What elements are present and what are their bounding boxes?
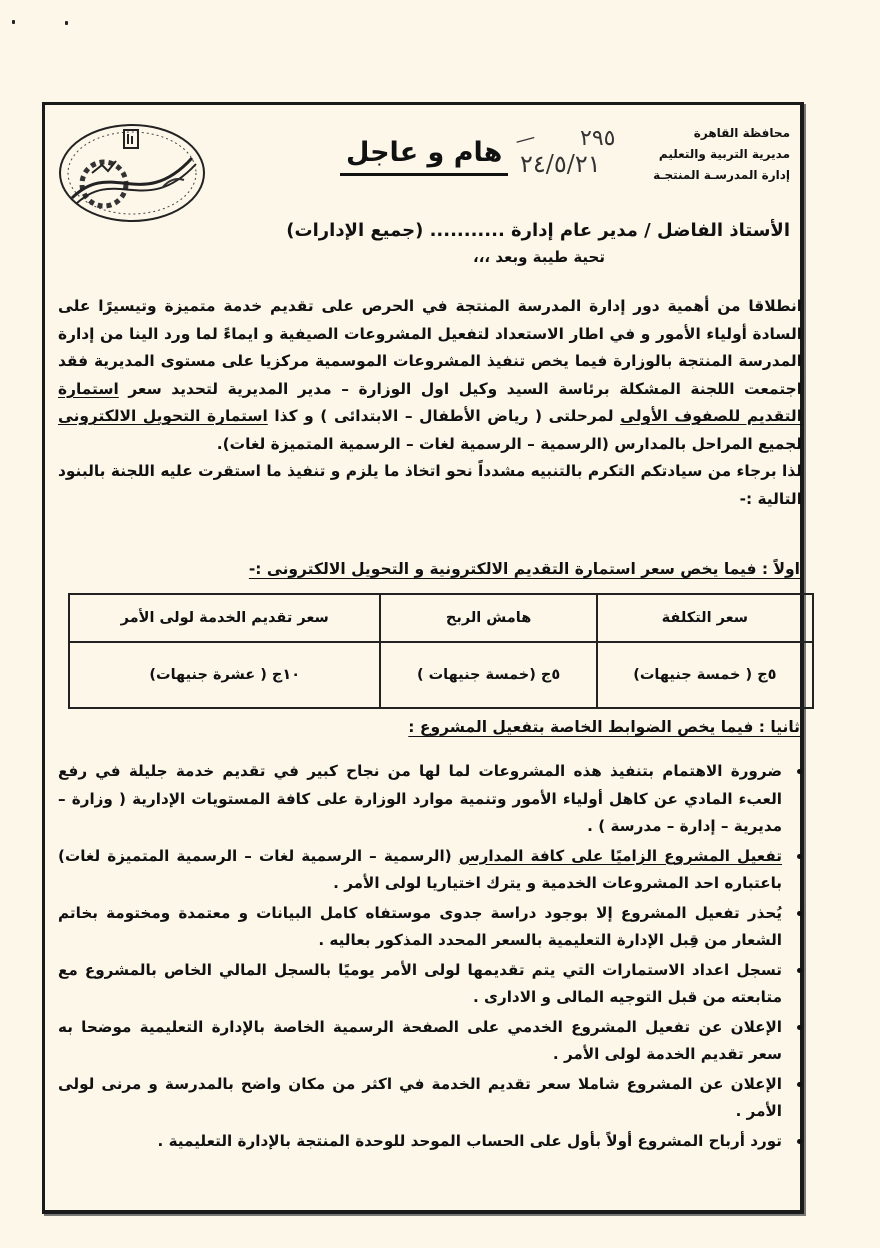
handwritten-mark: — xyxy=(512,123,540,153)
department-label: إدارة المدرسـة المنتجـة xyxy=(653,168,790,182)
intro-underlined-transfer: استمارة التحويل الالكترونى xyxy=(58,407,268,425)
governorate-label: محافظة القاهرة xyxy=(693,126,790,140)
rule-text: (الرسمية – الرسمية لغات – الرسمية المتميزة لغات) باعتباره احد المشروعات الخدمية و يترك اختياريا لولى الأمر . xyxy=(58,846,782,892)
rule-item xyxy=(58,900,786,955)
productive-school-emblem-icon xyxy=(52,118,212,228)
rule-item xyxy=(58,758,786,841)
value-cost: ٥ج ( خمسة جنيهات) xyxy=(597,642,813,708)
rule-text: يُحذر تفعيل المشروع إلا بوجود دراسة جدوى موستفاه كامل البيانات و معتمدة ومختومة بخاتم الشعار من قِبل الإدارة التعليمية بالسعر المحدد المذكور بعاليه . xyxy=(58,903,782,949)
rule-item xyxy=(58,1128,786,1156)
rule-item xyxy=(58,1071,786,1126)
rule-item xyxy=(58,1014,786,1069)
rules-list xyxy=(58,758,808,1157)
rule-underlined-text: تفعيل المشروع الزاميًا على كافة المدارس xyxy=(458,846,782,865)
rule-text: تسجل اعداد الاستمارات التي يتم تقديمها لولى الأمر يوميًا بالسجل المالي الخاص بالمشروع مع متابعته من قبل التوجيه المالى و الادارى . xyxy=(58,960,782,1006)
greeting-line: تحية طيبة وبعد ،،، xyxy=(473,248,605,266)
intro-text: انطلاقا من أهمية دور إدارة المدرسة المنتجة في الحرص على تقديم خدمة متميزة وتيسيرًا على السادة أولياء الأمور و في اطار الاستعداد لتفعيل المشروعات الصيفية و ايماءً لما ورد الينا من إدارة المدرسة المنتجة بالوزارة فيما يخص تنفيذ المشروعات الموسمية مركزيا على مستوى المديرية فقد اجتمعت اللجنة المشكلة برئاسة السيد وكيل اول الوزارة – مدير المديرية لتحديد سعر xyxy=(58,297,802,398)
issuer-header xyxy=(653,123,790,186)
intro-paragraph xyxy=(58,293,802,513)
rule-text: ضرورة الاهتمام بتنفيذ هذه المشروعات لما لها من نجاح كبير في تقديم خدمة جليلة في رفع العبء المادي عن كاهل أولياء الأمور وتنمية موارد الوزارة على كافة المستويات الإدارية ( وزارة – مديرية – إدارة – مدرسة ) . xyxy=(58,762,782,835)
value-service-price: ١٠ج ( عشرة جنيهات) xyxy=(69,642,380,708)
price-table-value-row xyxy=(69,642,813,708)
addressee-line: الأستاذ الفاضل / مدير عام إدارة ........... (جميع الإدارات) xyxy=(286,220,790,241)
header-margin: هامش الربح xyxy=(380,594,596,642)
intro-underlined-form: استمارة التقديم للصفوف الأولى xyxy=(58,379,802,425)
price-table-header-row xyxy=(69,594,813,642)
rule-text: تورد أرباح المشروع أولاً بأول على الحساب الموحد للوحدة المنتجة بالإدارة التعليمية . xyxy=(157,1131,782,1150)
price-table xyxy=(68,593,814,709)
value-margin: ٥ج (خمسة جنيهات ) xyxy=(380,642,596,708)
urgent-title: هام و عاجل xyxy=(340,135,508,176)
request-paragraph: لذا برجاء من سيادتكم التكرم بالتنبيه مشدداً نحو اتخاذ ما يلزم و تنفيذ ما استقرت عليه اللجنة بالبنود التالية :- xyxy=(58,462,802,508)
salutation xyxy=(286,218,790,270)
handwritten-date: ٢٤/٥/٢١ xyxy=(520,150,601,178)
intro-text: لمرحلتى ( رياض الأطفال – الابتدائى ) و كذا xyxy=(267,407,621,425)
rule-item xyxy=(58,843,786,898)
scan-speck xyxy=(65,21,68,25)
rule-item xyxy=(58,957,786,1012)
handwritten-number: ٢٩٥ xyxy=(580,126,616,151)
header-service-price: سعر تقديم الخدمة لولى الأمر xyxy=(69,594,380,642)
intro-text: لجميع المراحل بالمدارس (الرسمية – الرسمية لغات – الرسمية المتميزة لغات). xyxy=(216,434,802,453)
rule-text: الإعلان عن المشروع شاملا سعر تقديم الخدمة في اكثر من مكان واضح بالمدرسة و مرنى لولى الأمر . xyxy=(58,1074,782,1120)
directorate-label: مديرية التربية والتعليم xyxy=(658,147,790,161)
section-2-title: ثانيا : فيما يخص الضوابط الخاصة بتفعيل المشروع : xyxy=(408,718,800,736)
section-1-title: اولاً : فيما يخص سعر استمارة التقديم الالكترونية و التحويل الالكترونى :- xyxy=(248,560,800,578)
header-cost: سعر التكلفة xyxy=(597,594,813,642)
rule-text: الإعلان عن تفعيل المشروع الخدمي على الصفحة الرسمية الخاصة بالإدارة التعليمية موضحا به سعر تقديم الخدمة لولى الأمر . xyxy=(58,1017,782,1063)
scan-speck xyxy=(12,20,15,24)
